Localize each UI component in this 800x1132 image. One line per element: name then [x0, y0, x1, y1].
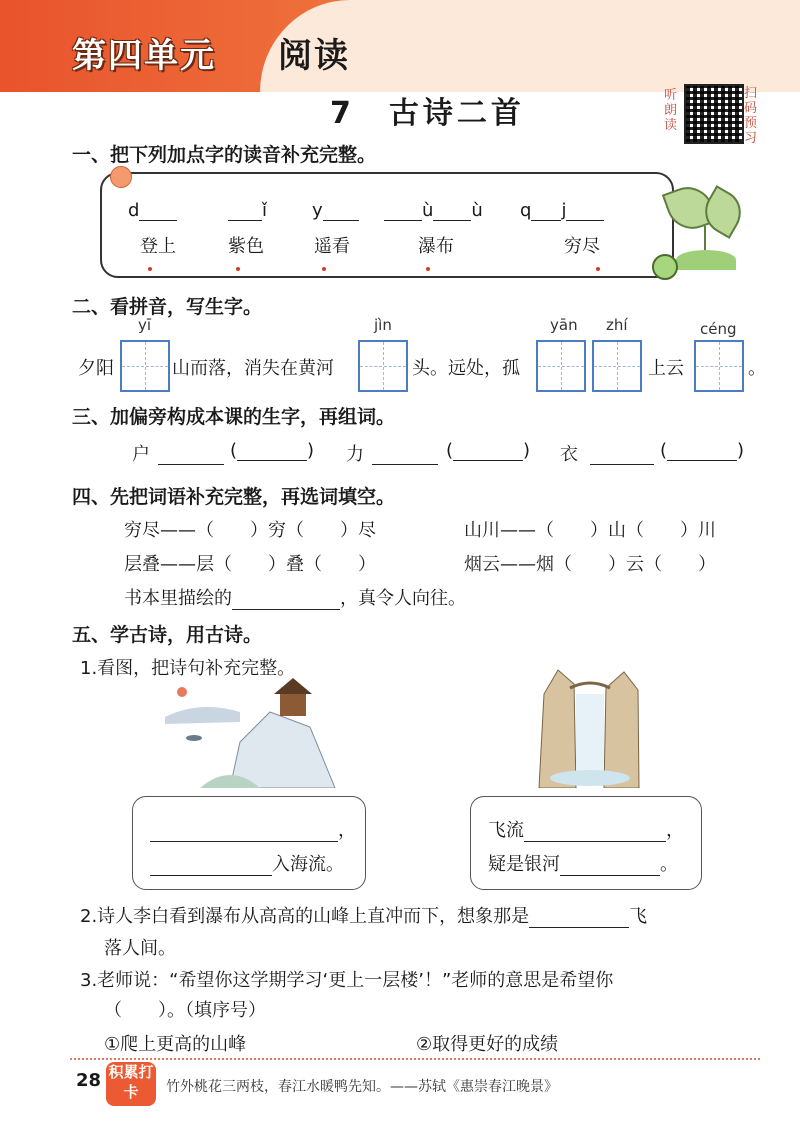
q2-title: 二、看拼音，写生字。 [72, 296, 263, 318]
char-grid[interactable] [358, 340, 408, 392]
poem-blank[interactable] [524, 821, 666, 842]
emphasis-dot [596, 256, 600, 275]
poem-left-line1: ， [150, 816, 356, 842]
q3-title: 三、加偏旁构成本课的生字，再组词。 [72, 406, 396, 428]
sun-icon [110, 166, 132, 188]
q2-pinyin-4: zhí [606, 316, 628, 334]
q5-option-2: ②取得更好的成绩 [416, 1034, 559, 1055]
caterpillar-icon [652, 254, 678, 280]
q4-row2a: 层叠——层（ ）叠（ ） [124, 554, 376, 575]
q5-sub3: 3.老师说：“希望你这学期学习‘更上一层楼’！”老师的意思是希望你 [80, 970, 614, 991]
unit-category: 阅读 [278, 36, 350, 76]
char-grid[interactable] [120, 340, 170, 392]
waterfall-image [534, 664, 644, 788]
page-number: 28 [76, 1070, 102, 1091]
grass-icon [676, 250, 736, 270]
unit-title: 第四单元 [72, 36, 216, 76]
q5-sub1: 1.看图，把诗句补充完整。 [80, 658, 296, 679]
qr-code-icon[interactable] [684, 84, 744, 144]
pinyin-blank[interactable] [323, 200, 359, 221]
q3-char-blank[interactable] [372, 444, 438, 465]
tower-icon [280, 692, 306, 716]
pinyin-blank[interactable] [433, 200, 471, 221]
char-grid[interactable] [592, 340, 642, 392]
q1-title: 一、把下列加点字的读音补充完整。 [72, 144, 377, 166]
q5-title: 五、学古诗，用古诗。 [72, 624, 263, 646]
q3-char-blank[interactable] [590, 444, 654, 465]
q1-word-2: 紫色 [228, 236, 264, 257]
q4-title: 四、先把词语补充完整，再选词填空。 [72, 486, 396, 508]
qr-listen-label: 听朗读 [664, 88, 678, 133]
q3-radical-1: 户 [132, 444, 150, 465]
q1-pinyin-5: q j [520, 200, 604, 221]
pinyin-blank[interactable] [384, 200, 422, 221]
emphasis-dot [426, 256, 430, 275]
q1-pinyin-3: y [312, 200, 359, 221]
q4-row1b: 山川——（ ）山（ ）川 [464, 520, 716, 541]
q1-word-4: 瀑布 [418, 236, 454, 257]
q4-row1a: 穷尽——（ ）穷（ ）尽 [124, 520, 376, 541]
emphasis-dot [236, 256, 240, 275]
waterfall [576, 694, 604, 774]
q3-char-blank[interactable] [158, 444, 224, 465]
q2-pinyin-2: jìn [374, 316, 392, 334]
footer-quote: 竹外桃花三两枝，春江水暖鸭先知。——苏轼《惠崇春江晚景》 [166, 1079, 558, 1095]
q1-word-5: 穷尽 [564, 236, 600, 257]
lesson-title: 7 古诗二首 [330, 96, 525, 131]
q1-word-3: 遥看 [314, 236, 350, 257]
pinyin-blank[interactable] [531, 200, 561, 221]
q3-paren: ( ) [230, 440, 315, 461]
footer-divider [70, 1058, 760, 1060]
emphasis-dot [322, 256, 326, 275]
poem-right-line2: 疑是银河 。 [488, 854, 678, 875]
q5-fill-blank[interactable] [529, 907, 629, 928]
q3-radical-2: 力 [346, 444, 364, 465]
tower-landscape-image [160, 672, 340, 788]
q3-word-blank[interactable] [237, 440, 307, 461]
q1-word-1: 登上 [140, 236, 176, 257]
distant-mountain [165, 707, 240, 724]
q3-word-blank[interactable] [453, 440, 523, 461]
sun-icon [177, 687, 187, 697]
q2-text-5: 。 [748, 358, 766, 379]
q1-pinyin-4: ù ù [384, 200, 483, 221]
q2-text-3: 头。远处，孤 [412, 358, 520, 379]
q2-text-2: 山而落，消失在黄河 [172, 358, 334, 379]
char-grid[interactable] [694, 340, 744, 392]
pinyin-blank[interactable] [566, 200, 604, 221]
q2-pinyin-1: yī [138, 316, 152, 334]
q5-sub2-cont: 落人间。 [104, 938, 176, 959]
q5-sub2: 2.诗人李白看到瀑布从高高的山峰上直冲而下，想象那是 飞 [80, 906, 648, 927]
q4-sentence: 书本里描绘的 ，真令人向往。 [124, 588, 466, 609]
q2-text-4: 上云 [648, 358, 684, 379]
emphasis-dot [148, 256, 152, 275]
q3-radical-3: 衣 [560, 444, 578, 465]
pinyin-blank[interactable] [139, 200, 177, 221]
q5-sub3-cont: （ ）。（填序号） [104, 1000, 266, 1021]
q1-pinyin-1: d [128, 200, 177, 221]
mountain [230, 712, 335, 788]
boat-icon [186, 735, 202, 741]
cliff-right [604, 672, 639, 788]
q4-fill-blank[interactable] [232, 589, 340, 610]
char-grid[interactable] [536, 340, 586, 392]
q2-pinyin-5: céng [700, 320, 737, 338]
q3-word-blank[interactable] [667, 440, 737, 461]
poem-blank[interactable] [150, 821, 338, 842]
qr-preview-label: 扫码预习 [744, 86, 758, 146]
pinyin-blank[interactable] [228, 200, 262, 221]
q1-box [100, 172, 674, 278]
q5-option-1: ①爬上更高的山峰 [104, 1034, 247, 1055]
poem-left-line2: 入海流。 [150, 850, 344, 876]
q3-paren: ( ) [660, 440, 745, 461]
q2-pinyin-3: yān [550, 316, 578, 334]
q2-text-1: 夕阳 [78, 358, 114, 379]
q1-pinyin-2: ǐ [228, 200, 267, 221]
poem-blank[interactable] [560, 855, 660, 876]
footer-badge: 积累打卡 [106, 1062, 156, 1106]
poem-blank[interactable] [150, 855, 272, 876]
q3-paren: ( ) [446, 440, 531, 461]
poem-right-line1: 飞流 ， [488, 820, 684, 841]
q4-row2b: 烟云——烟（ ）云（ ） [464, 554, 716, 575]
